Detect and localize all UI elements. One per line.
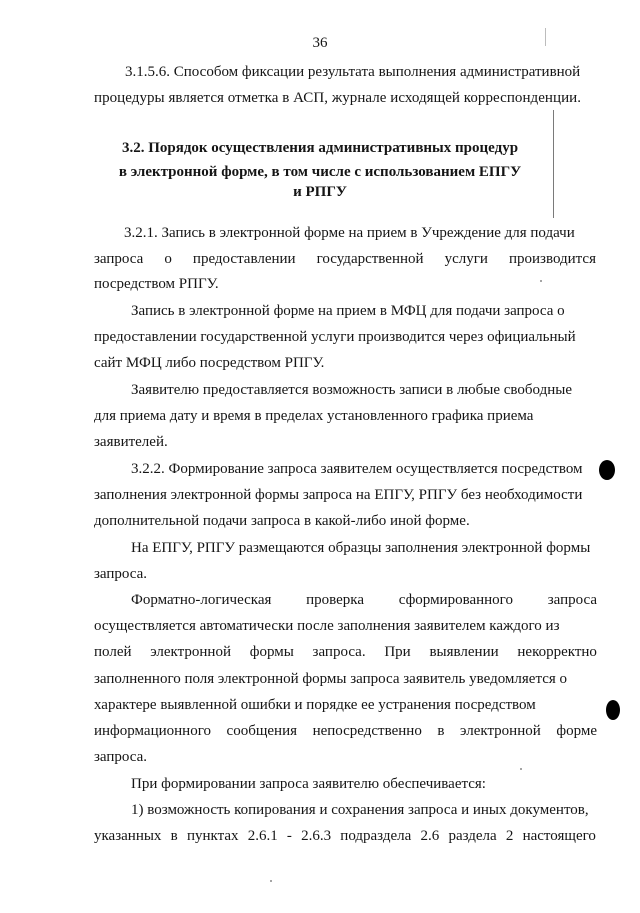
scan-speck — [540, 280, 542, 282]
scan-speck — [270, 880, 272, 882]
word: непосредственно — [312, 723, 422, 739]
paragraph-322-line2: заполнения электронной формы запроса на ЕПГУ, РПГУ без необходимости — [94, 487, 583, 503]
binder-hole-dot — [606, 700, 620, 720]
word: в — [437, 723, 445, 739]
word: форме — [556, 723, 597, 739]
paragraph-321-line1: 3.2.1. Запись в электронной форме на прием в Учреждение для подачи — [124, 225, 575, 241]
word: 2.6.1 — [247, 828, 278, 844]
word: При — [384, 644, 411, 660]
word: полей — [94, 644, 132, 660]
word: в — [170, 828, 178, 844]
paragraph-mfc-line2: предоставлении государственной услуги производится через официальный — [94, 329, 576, 345]
paragraph-check-line2: осуществляется автоматически после заполнения заявителем каждого из — [94, 618, 560, 634]
word: информационного — [94, 723, 211, 739]
word: производится — [509, 251, 596, 267]
paragraph-applicant-line3: заявителей. — [94, 434, 168, 450]
word: 2.6.3 — [301, 828, 332, 844]
paragraph-copy-line2 — [94, 827, 596, 845]
word: сформированного — [398, 592, 513, 608]
word: раздела — [448, 828, 497, 844]
word: сообщения — [226, 723, 297, 739]
paragraph-321-line3: посредством РПГУ. — [94, 276, 219, 292]
word: некорректно — [517, 644, 597, 660]
paragraph-3156-line2: процедуры является отметка в АСП, журнале исходящей корреспонденции. — [94, 90, 582, 106]
section-heading-line3: и РПГУ — [293, 184, 347, 200]
paragraph-check-line6 — [94, 722, 597, 740]
word: 2.6 — [420, 828, 440, 844]
paragraph-applicant-line1: Заявителю предоставляется возможность записи в любые свободные — [131, 382, 572, 398]
word: указанных — [94, 828, 162, 844]
word: 2 — [505, 828, 514, 844]
paragraph-mfc-line3: сайт МФЦ либо посредством РПГУ. — [94, 355, 325, 371]
paragraph-provided-line1: При формировании запроса заявителю обеспечивается: — [131, 776, 486, 792]
paragraph-check-line4: заполненного поля электронной формы запроса заявитель уведомляется о — [94, 671, 568, 687]
paragraph-samples-line1: На ЕПГУ, РПГУ размещаются образцы заполнения электронной формы — [131, 540, 591, 556]
paragraph-applicant-line2: для приема дату и время в пределах установленного графика приема — [94, 408, 534, 424]
word: государственной — [316, 251, 424, 267]
paragraph-copy-line1: 1) возможность копирования и сохранения запроса и иных документов, — [131, 802, 589, 818]
section-heading-line1: 3.2. Порядок осуществления административных процедур — [121, 140, 519, 156]
paragraph-mfc-line1: Запись в электронной форме на прием в МФЦ для подачи запроса о — [131, 303, 565, 319]
scan-artifact-line — [545, 28, 546, 46]
word: запроса. — [312, 644, 366, 660]
paragraph-check-line1 — [131, 591, 597, 609]
word: запроса — [94, 251, 144, 267]
word: - — [286, 828, 292, 844]
paragraph-322-line1: 3.2.2. Формирование запроса заявителем осуществляется посредством — [131, 461, 583, 477]
paragraph-322-line3: дополнительной подачи запроса в какой-либо иной форме. — [94, 513, 470, 529]
section-heading-line2: в электронной форме, в том числе с использованием ЕПГУ — [118, 164, 522, 180]
word: предоставлении — [192, 251, 296, 267]
word: подраздела — [340, 828, 412, 844]
page-number: 36 — [312, 35, 328, 51]
word: формы — [249, 644, 294, 660]
paragraph-3156-line1: 3.1.5.6. Способом фиксации результата выполнения административной — [125, 64, 581, 80]
word: услуги — [444, 251, 488, 267]
paragraph-check-line3 — [94, 643, 597, 661]
word: о — [164, 251, 172, 267]
scan-artifact-line — [553, 110, 554, 218]
paragraph-check-line7: запроса. — [94, 749, 148, 765]
binder-hole-dot — [599, 460, 615, 480]
paragraph-samples-line2: запроса. — [94, 566, 148, 582]
word: проверка — [306, 592, 365, 608]
word: запроса — [547, 592, 597, 608]
scan-speck — [520, 768, 522, 770]
word: выявлении — [429, 644, 499, 660]
word: настоящего — [522, 828, 596, 844]
paragraph-321-line2 — [94, 250, 596, 268]
word: Форматно-логическая — [131, 592, 272, 608]
word: пунктах — [186, 828, 239, 844]
paragraph-check-line5: характере выявленной ошибки и порядке ее устранения посредством — [94, 697, 536, 713]
word: электронной — [150, 644, 231, 660]
word: электронной — [460, 723, 541, 739]
